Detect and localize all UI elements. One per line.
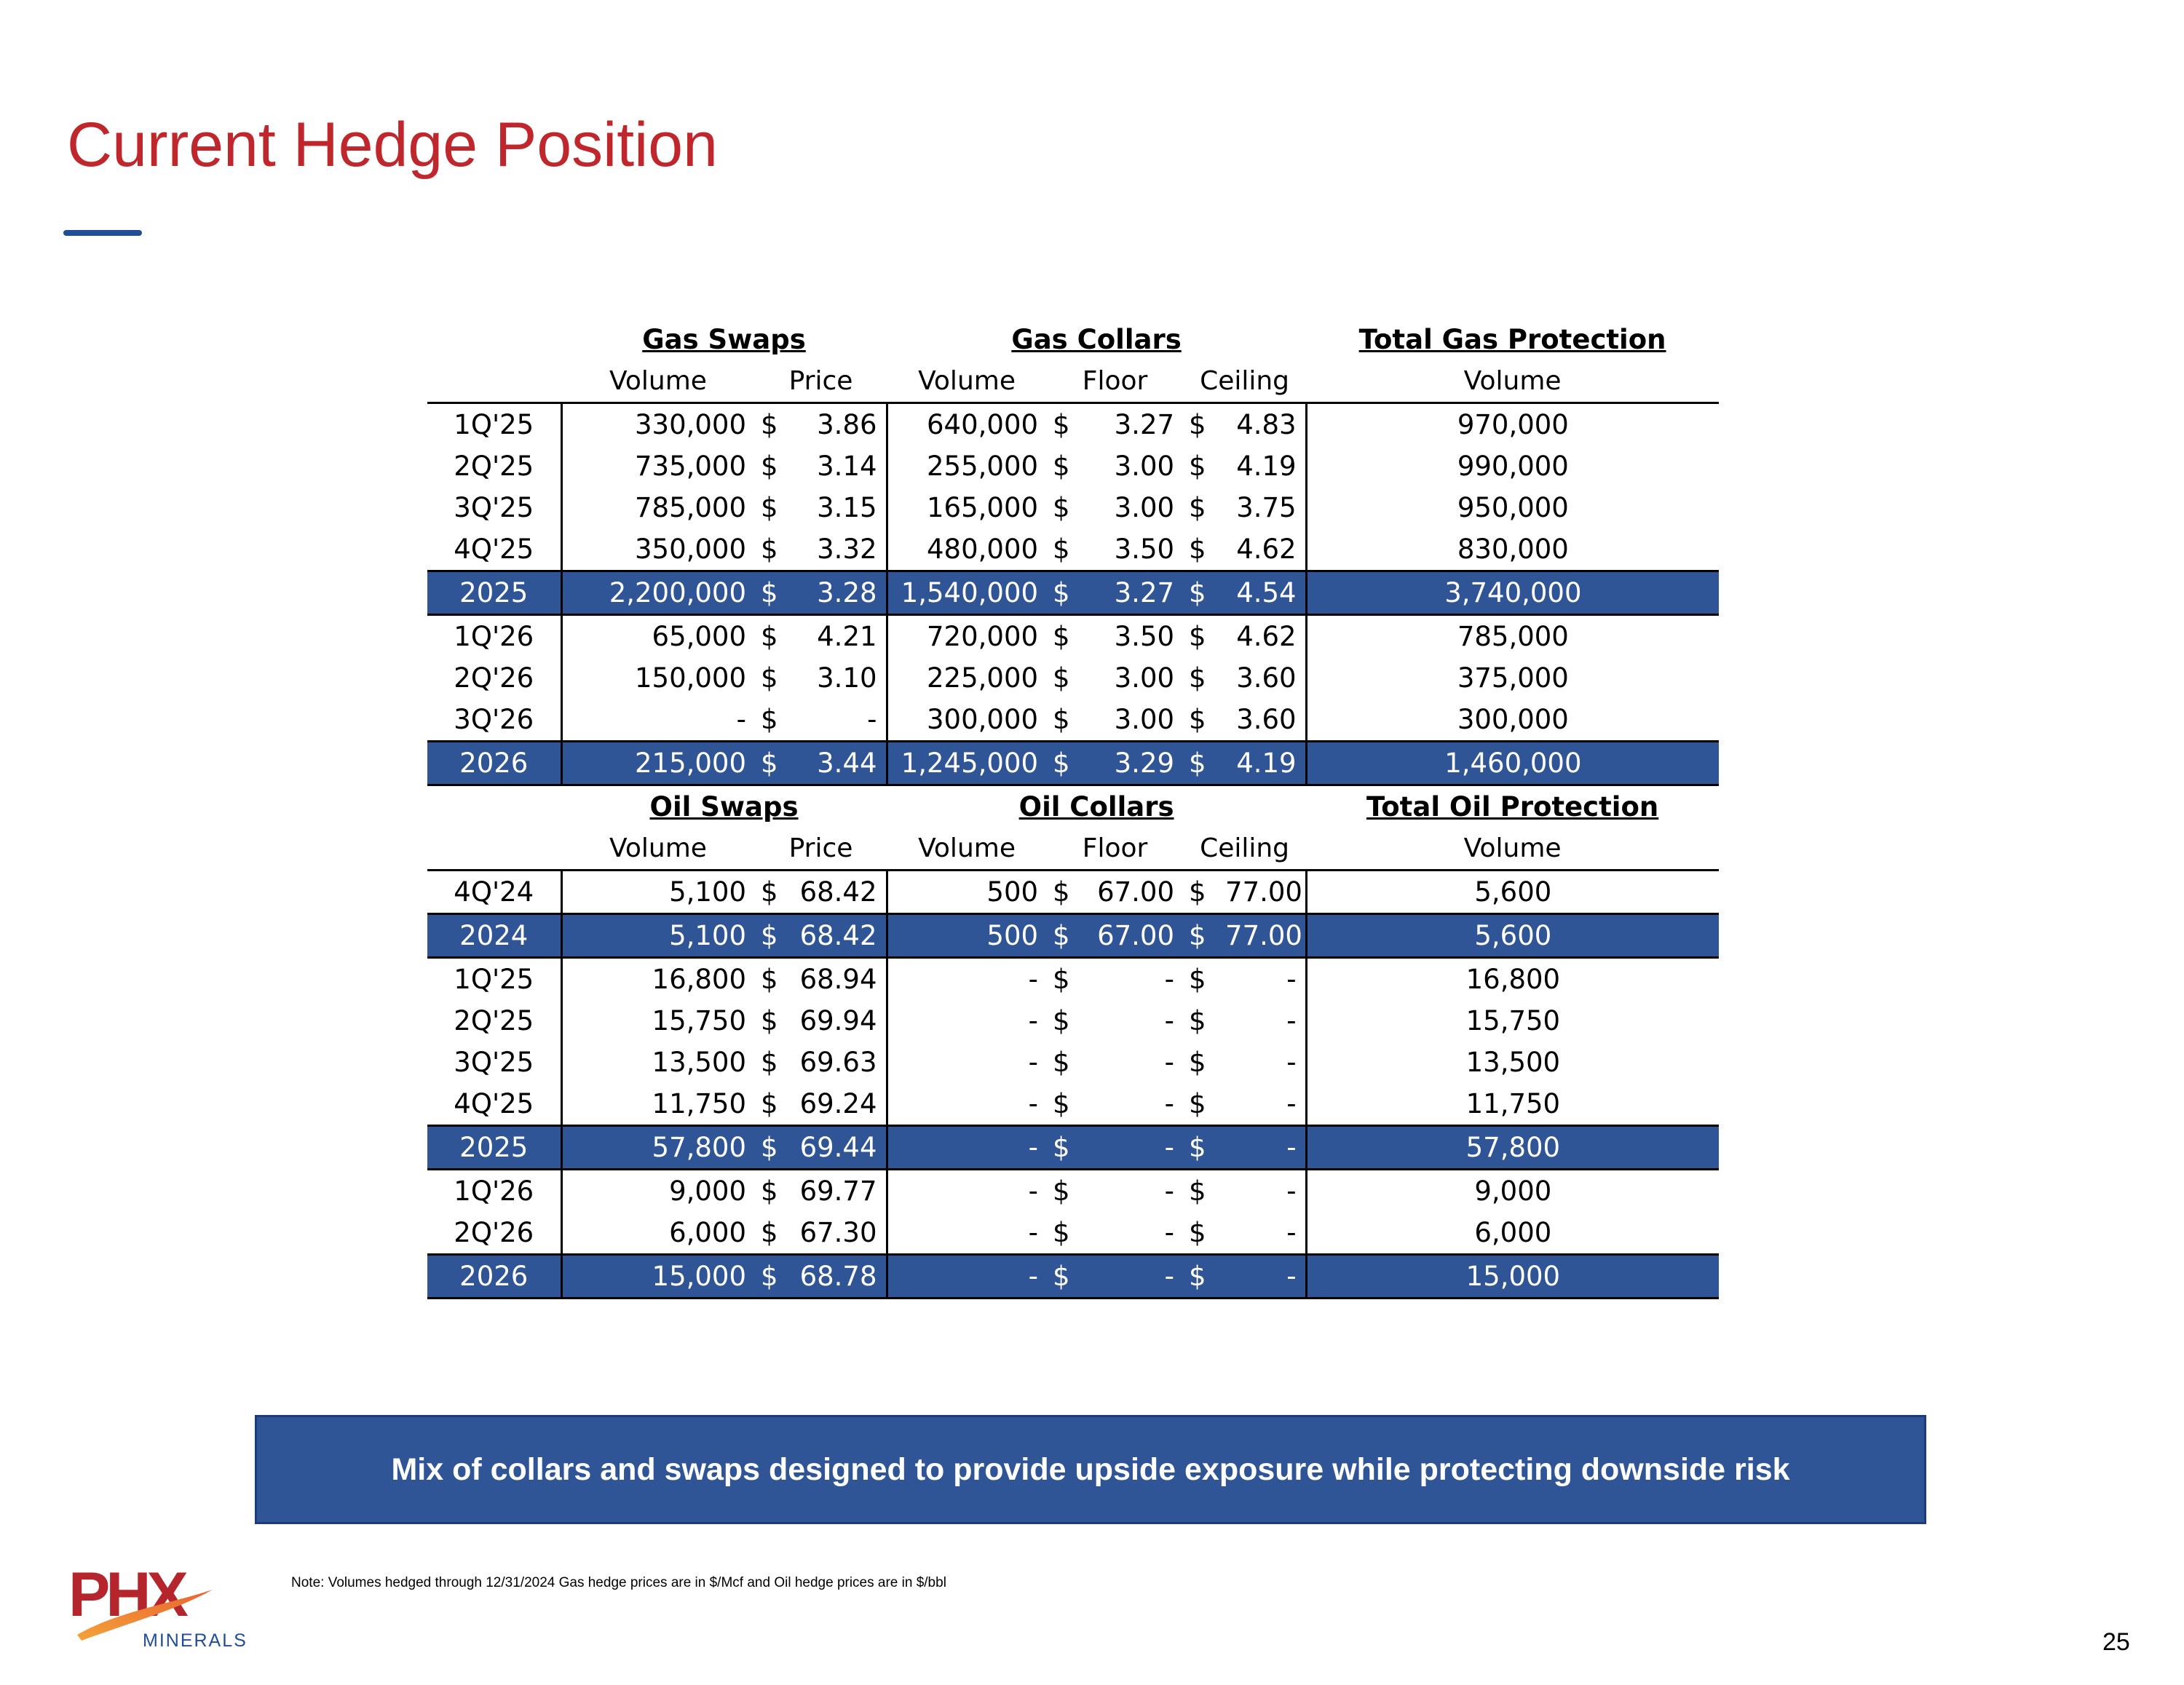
currency-symbol: $ [1053, 704, 1070, 735]
col-swap-price: Price [755, 360, 887, 403]
period-label: 4Q'24 [427, 871, 561, 914]
currency-symbol: $ [1183, 571, 1225, 615]
collar-floor: 3.29 [1089, 742, 1183, 785]
spacer [427, 828, 561, 871]
currency-symbol: $ [1189, 492, 1206, 523]
currency-symbol: $ [761, 1175, 778, 1207]
currency-symbol: $ [1189, 662, 1206, 694]
currency-symbol: $ [761, 662, 778, 694]
collar-volume: 1,245,000 [887, 742, 1047, 785]
currency-symbol: $ [1189, 704, 1206, 735]
annual-total-row [427, 1126, 1719, 1170]
table-row [427, 403, 1719, 446]
currency-symbol: $ [1053, 492, 1070, 523]
collar-floor: - [1089, 1126, 1183, 1170]
collar-floor: 3.00 [1114, 492, 1175, 523]
total-volume: 375,000 [1457, 662, 1569, 694]
currency-symbol: $ [1053, 964, 1070, 995]
currency-symbol: $ [761, 1005, 778, 1036]
collar-ceiling: 3.60 [1225, 657, 1306, 699]
collar-floor: 3.27 [1089, 571, 1183, 615]
currency-symbol: $ [1053, 534, 1070, 565]
period-label: 4Q'25 [427, 1083, 561, 1126]
swap-volume: 9,000 [669, 1175, 746, 1207]
period-label: 2Q'25 [427, 445, 561, 487]
hedge-table [427, 319, 1719, 1299]
collar-ceiling: 4.62 [1225, 615, 1306, 658]
collar-ceiling: - [1225, 958, 1306, 1001]
total-volume: 11,750 [1465, 1088, 1561, 1119]
currency-symbol: $ [761, 964, 778, 995]
swap-price: 69.94 [794, 1000, 887, 1042]
swap-price: 68.42 [794, 914, 887, 958]
col-total-volume: Volume [1306, 360, 1719, 403]
swap-volume: 215,000 [561, 742, 755, 785]
collar-floor: 3.50 [1114, 534, 1175, 565]
swap-price: 69.63 [794, 1042, 887, 1083]
swap-volume: 6,000 [669, 1217, 746, 1248]
collar-ceiling: 4.54 [1225, 571, 1306, 615]
currency-symbol: $ [755, 742, 794, 785]
collar-floor: 67.00 [1097, 876, 1175, 908]
period-label: 2Q'25 [427, 1000, 561, 1042]
collar-volume: 165,000 [927, 492, 1039, 523]
currency-symbol: $ [1053, 876, 1070, 908]
currency-symbol: $ [761, 1047, 778, 1078]
collar-volume: - [1028, 1217, 1039, 1248]
swap-volume: 785,000 [634, 492, 746, 523]
swap-volume: 65,000 [652, 621, 746, 652]
total-volume: 3,740,000 [1306, 571, 1719, 615]
spacer [427, 360, 561, 403]
currency-symbol: $ [1053, 1175, 1070, 1207]
svg-text:PHX: PHX [68, 1568, 184, 1630]
col-ceiling: Ceiling [1183, 828, 1306, 871]
currency-symbol: $ [1183, 742, 1225, 785]
collar-volume: - [1028, 1175, 1039, 1207]
collar-floor: 3.00 [1114, 662, 1175, 694]
swap-volume: 16,800 [652, 964, 746, 995]
spacer [427, 319, 561, 360]
callout-banner: Mix of collars and swaps designed to provide upside exposure while protecting downside risk [255, 1415, 1926, 1524]
period-label: 4Q'25 [427, 528, 561, 571]
currency-symbol: $ [1189, 1047, 1206, 1078]
gas-section-header [427, 319, 1719, 360]
swap-volume: 5,100 [561, 914, 755, 958]
swap-price: 67.30 [794, 1212, 887, 1255]
collar-volume: 500 [887, 914, 1047, 958]
col-floor: Floor [1047, 360, 1183, 403]
period-label: 1Q'25 [427, 403, 561, 446]
currency-symbol: $ [1189, 409, 1206, 440]
swap-price: 3.14 [794, 445, 887, 487]
collar-floor: - [1164, 1047, 1175, 1078]
gas-total-title: Total Gas Protection [1358, 324, 1666, 355]
table-row [427, 1170, 1719, 1213]
currency-symbol: $ [761, 704, 778, 735]
footnote: Note: Volumes hedged through 12/31/2024 Gas hedge prices are in $/Mcf and Oil hedge prices are in $/bbl [291, 1575, 946, 1590]
annual-total-row [427, 914, 1719, 958]
swap-price: 69.77 [794, 1170, 887, 1213]
currency-symbol: $ [1189, 964, 1206, 995]
swap-volume: 330,000 [634, 409, 746, 440]
annual-total-row [427, 1255, 1719, 1299]
gas-collars-title: Gas Collars [1011, 324, 1182, 355]
currency-symbol: $ [761, 492, 778, 523]
collar-volume: 500 [986, 876, 1039, 908]
swap-price: 3.28 [794, 571, 887, 615]
table-row [427, 487, 1719, 528]
total-volume: 950,000 [1457, 492, 1569, 523]
currency-symbol: $ [1053, 1005, 1070, 1036]
table-row [427, 1000, 1719, 1042]
collar-volume: 225,000 [927, 662, 1039, 694]
gas-section [427, 319, 1719, 785]
collar-volume: - [1028, 1047, 1039, 1078]
collar-ceiling: - [1225, 1126, 1306, 1170]
period-label: 2Q'26 [427, 1212, 561, 1255]
collar-ceiling: - [1225, 1000, 1306, 1042]
period-label: 2026 [427, 742, 561, 785]
collar-floor: 67.00 [1089, 914, 1183, 958]
spacer [427, 785, 561, 828]
annual-total-row [427, 571, 1719, 615]
phx-minerals-logo [67, 1568, 256, 1655]
table-row [427, 615, 1719, 658]
collar-ceiling: - [1225, 1212, 1306, 1255]
currency-symbol: $ [1047, 914, 1089, 958]
currency-symbol: $ [761, 451, 778, 482]
currency-symbol: $ [1053, 662, 1070, 694]
swap-volume: 5,100 [669, 876, 746, 908]
oil-swaps-header [561, 785, 887, 828]
swap-volume: 150,000 [634, 662, 746, 694]
period-label: 1Q'26 [427, 615, 561, 658]
oil-section-header [427, 785, 1719, 828]
currency-symbol: $ [1047, 1255, 1089, 1299]
collar-ceiling: 4.19 [1225, 445, 1306, 487]
svg-text:MINERALS: MINERALS [143, 1630, 248, 1651]
oil-collars-header [887, 785, 1306, 828]
collar-floor: - [1164, 1217, 1175, 1248]
currency-symbol: $ [755, 1126, 794, 1170]
title-underline [63, 230, 142, 236]
col-collar-volume: Volume [887, 828, 1047, 871]
collar-volume: 480,000 [927, 534, 1039, 565]
swap-price: - [794, 699, 887, 742]
swap-price: 4.21 [794, 615, 887, 658]
collar-ceiling: 4.62 [1225, 528, 1306, 571]
collar-ceiling: 4.83 [1225, 403, 1306, 446]
collar-floor: 3.27 [1114, 409, 1175, 440]
swap-price: 3.32 [794, 528, 887, 571]
table-row [427, 528, 1719, 571]
col-swap-volume: Volume [561, 828, 755, 871]
collar-floor: 3.00 [1114, 704, 1175, 735]
currency-symbol: $ [1047, 1126, 1089, 1170]
currency-symbol: $ [1053, 451, 1070, 482]
oil-section [427, 785, 1719, 1299]
collar-floor: - [1164, 1088, 1175, 1119]
total-volume: 16,800 [1465, 964, 1561, 995]
swap-volume: 735,000 [634, 451, 746, 482]
table-row [427, 657, 1719, 699]
currency-symbol: $ [1053, 1047, 1070, 1078]
gas-total-header [1306, 319, 1719, 360]
total-volume: 300,000 [1457, 704, 1569, 735]
currency-symbol: $ [1183, 1126, 1225, 1170]
period-label: 3Q'25 [427, 487, 561, 528]
table-row [427, 445, 1719, 487]
total-volume: 830,000 [1457, 534, 1569, 565]
table-row [427, 1083, 1719, 1126]
collar-ceiling: 3.60 [1225, 699, 1306, 742]
page-number: 25 [2102, 1628, 2130, 1656]
period-label: 3Q'25 [427, 1042, 561, 1083]
currency-symbol: $ [1189, 451, 1206, 482]
swap-volume: 15,000 [561, 1255, 755, 1299]
collar-volume: 300,000 [927, 704, 1039, 735]
collar-volume: 720,000 [927, 621, 1039, 652]
currency-symbol: $ [1053, 621, 1070, 652]
swap-price: 3.15 [794, 487, 887, 528]
collar-ceiling: - [1225, 1042, 1306, 1083]
currency-symbol: $ [761, 1088, 778, 1119]
total-volume: 990,000 [1457, 451, 1569, 482]
oil-column-header [427, 828, 1719, 871]
collar-ceiling: 3.75 [1225, 487, 1306, 528]
currency-symbol: $ [1189, 534, 1206, 565]
currency-symbol: $ [1183, 1255, 1225, 1299]
oil-collars-title: Oil Collars [1018, 791, 1174, 822]
currency-symbol: $ [1053, 409, 1070, 440]
collar-volume: - [887, 1126, 1047, 1170]
collar-floor: - [1164, 1175, 1175, 1207]
total-volume: 57,800 [1306, 1126, 1719, 1170]
currency-symbol: $ [755, 1255, 794, 1299]
currency-symbol: $ [1053, 1217, 1070, 1248]
currency-symbol: $ [761, 621, 778, 652]
gas-collars-header [887, 319, 1306, 360]
swap-price: 69.44 [794, 1126, 887, 1170]
total-volume: 5,600 [1306, 914, 1719, 958]
currency-symbol: $ [1053, 1088, 1070, 1119]
swap-price: 3.10 [794, 657, 887, 699]
swap-price: 68.78 [794, 1255, 887, 1299]
period-label: 2025 [427, 571, 561, 615]
col-swap-price: Price [755, 828, 887, 871]
swap-price: 68.42 [794, 871, 887, 914]
currency-symbol: $ [761, 876, 778, 908]
collar-volume: 640,000 [927, 409, 1039, 440]
oil-total-title: Total Oil Protection [1366, 791, 1659, 822]
gas-swaps-header [561, 319, 887, 360]
swap-volume: 15,750 [652, 1005, 746, 1036]
col-ceiling: Ceiling [1183, 360, 1306, 403]
collar-volume: - [1028, 1088, 1039, 1119]
page-title: Current Hedge Position [67, 110, 718, 180]
collar-ceiling: 77.00 [1225, 914, 1306, 958]
table-row [427, 1042, 1719, 1083]
period-label: 1Q'26 [427, 1170, 561, 1213]
currency-symbol: $ [1189, 1217, 1206, 1248]
col-collar-volume: Volume [887, 360, 1047, 403]
collar-volume: - [887, 1255, 1047, 1299]
currency-symbol: $ [755, 571, 794, 615]
currency-symbol: $ [755, 914, 794, 958]
annual-total-row [427, 742, 1719, 785]
total-volume: 785,000 [1457, 621, 1569, 652]
currency-symbol: $ [1189, 621, 1206, 652]
collar-volume: 1,540,000 [887, 571, 1047, 615]
collar-ceiling: - [1225, 1083, 1306, 1126]
collar-volume: - [1028, 1005, 1039, 1036]
collar-ceiling: - [1225, 1170, 1306, 1213]
collar-volume: 255,000 [927, 451, 1039, 482]
period-label: 1Q'25 [427, 958, 561, 1001]
period-label: 2024 [427, 914, 561, 958]
collar-floor: - [1164, 964, 1175, 995]
oil-swaps-title: Oil Swaps [649, 791, 799, 822]
total-volume: 970,000 [1457, 409, 1569, 440]
total-volume: 13,500 [1465, 1047, 1561, 1078]
swap-volume: 13,500 [652, 1047, 746, 1078]
swap-volume: 2,200,000 [561, 571, 755, 615]
col-total-volume: Volume [1306, 828, 1719, 871]
swap-price: 3.44 [794, 742, 887, 785]
table-row [427, 1212, 1719, 1255]
currency-symbol: $ [761, 534, 778, 565]
table-row [427, 871, 1719, 914]
collar-ceiling: 77.00 [1225, 871, 1306, 914]
collar-floor: 3.00 [1114, 451, 1175, 482]
swap-price: 3.86 [794, 403, 887, 446]
currency-symbol: $ [761, 409, 778, 440]
col-swap-volume: Volume [561, 360, 755, 403]
total-volume: 9,000 [1474, 1175, 1552, 1207]
collar-ceiling: 4.19 [1225, 742, 1306, 785]
currency-symbol: $ [1189, 1175, 1206, 1207]
currency-symbol: $ [1189, 876, 1206, 908]
swap-volume: 350,000 [634, 534, 746, 565]
oil-total-header [1306, 785, 1719, 828]
period-label: 2025 [427, 1126, 561, 1170]
total-volume: 6,000 [1474, 1217, 1552, 1248]
swap-volume: - [736, 704, 746, 735]
collar-floor: 3.50 [1114, 621, 1175, 652]
collar-floor: - [1164, 1005, 1175, 1036]
period-label: 2026 [427, 1255, 561, 1299]
collar-floor: - [1089, 1255, 1183, 1299]
period-label: 3Q'26 [427, 699, 561, 742]
currency-symbol: $ [1047, 571, 1089, 615]
collar-volume: - [1028, 964, 1039, 995]
total-volume: 5,600 [1474, 876, 1552, 908]
swap-volume: 11,750 [652, 1088, 746, 1119]
table-row [427, 958, 1719, 1001]
collar-ceiling: - [1225, 1255, 1306, 1299]
total-volume: 15,000 [1306, 1255, 1719, 1299]
period-label: 2Q'26 [427, 657, 561, 699]
swap-price: 69.24 [794, 1083, 887, 1126]
currency-symbol: $ [1189, 1005, 1206, 1036]
currency-symbol: $ [1047, 742, 1089, 785]
currency-symbol: $ [1189, 1088, 1206, 1119]
col-floor: Floor [1047, 828, 1183, 871]
table-row [427, 699, 1719, 742]
gas-column-header [427, 360, 1719, 403]
gas-swaps-title: Gas Swaps [642, 324, 806, 355]
currency-symbol: $ [761, 1217, 778, 1248]
total-volume: 1,460,000 [1306, 742, 1719, 785]
total-volume: 15,750 [1465, 1005, 1561, 1036]
swap-price: 68.94 [794, 958, 887, 1001]
swap-volume: 57,800 [561, 1126, 755, 1170]
currency-symbol: $ [1183, 914, 1225, 958]
